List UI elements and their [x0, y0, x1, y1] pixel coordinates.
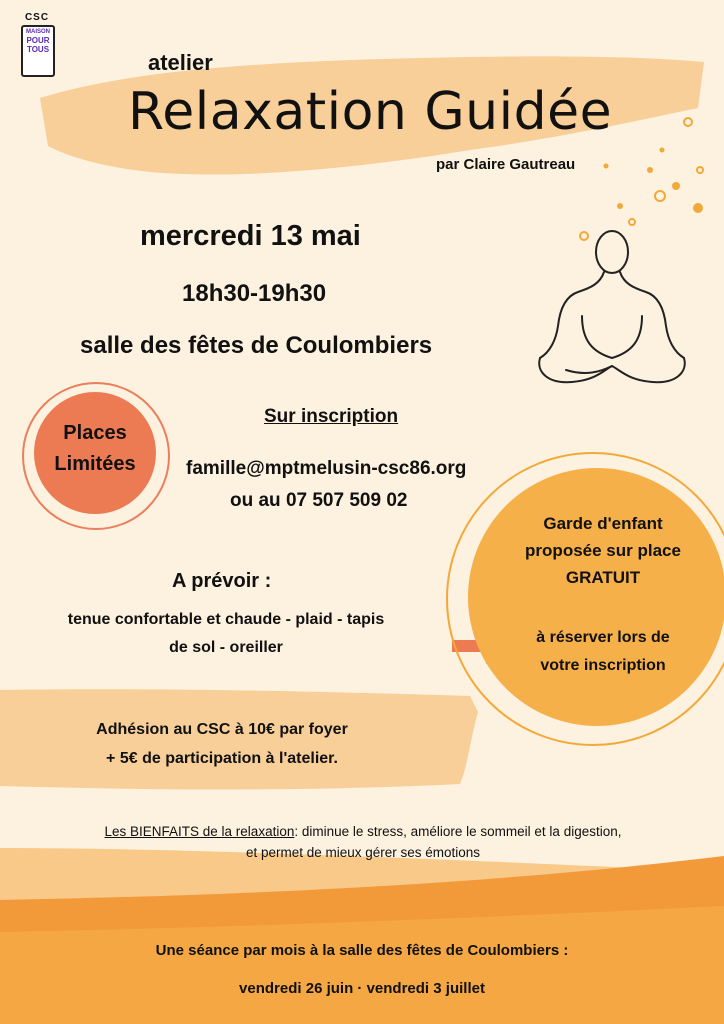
- garde-line-2: proposée sur place: [525, 541, 681, 561]
- subtitle: atelier: [148, 50, 213, 75]
- event-date: mercredi 13 mai: [140, 220, 361, 252]
- logo-line-1: MAISON: [26, 29, 50, 35]
- author: par Claire Gautreau: [436, 156, 576, 173]
- bienfaits-text-1: : diminue le stress, améliore le sommeil et la digestion,: [294, 824, 622, 839]
- event-place: salle des fêtes de Coulombiers: [80, 332, 433, 359]
- adhesion-line-2: + 5€ de participation à l'atelier.: [106, 749, 338, 767]
- logo-line-3: TOUS: [26, 45, 50, 54]
- prevoir-line-1: tenue confortable et chaude - plaid - tapis: [67, 611, 385, 628]
- garde-circle: [468, 468, 724, 726]
- sessions-intro: Une séance par mois à la salle des fêtes de Coulombiers :: [155, 942, 569, 959]
- csc-logo: [18, 12, 56, 76]
- meditation-figure-icon: [539, 231, 685, 382]
- inscription-heading: Sur inscription: [264, 406, 399, 427]
- logo-csc-text: CSC: [24, 12, 50, 23]
- garde-line-1: Garde d'enfant: [543, 514, 663, 533]
- sessions-dates: vendredi 26 juin · vendredi 3 juillet: [239, 980, 485, 997]
- garde-line-3: GRATUIT: [565, 568, 641, 588]
- logo-line-2: POUR: [26, 36, 50, 45]
- garde-sub-1: à réserver lors de: [536, 629, 670, 646]
- garde-heading: [494, 510, 712, 592]
- logo-box: [21, 25, 55, 77]
- prevoir-heading: A prévoir :: [172, 570, 272, 592]
- page-title: Relaxation Guidée: [128, 82, 613, 142]
- adhesion-line-1: Adhésion au CSC à 10€ par foyer: [96, 721, 348, 738]
- event-time: 18h30-19h30: [182, 280, 327, 307]
- bienfaits-text-2: et permet de mieux gérer ses émotions: [245, 844, 481, 860]
- places-line-1: Places: [63, 422, 127, 444]
- inscription-phone: ou au 07 507 509 02: [230, 490, 408, 511]
- inscription-email[interactable]: famille@mptmelusin-csc86.org: [186, 458, 467, 479]
- places-line-2: Limitées: [54, 453, 136, 475]
- places-limited-badge: [34, 418, 156, 480]
- adhesion-info: [72, 716, 372, 774]
- bienfaits-text: [30, 822, 696, 864]
- bienfaits-label: Les BIENFAITS de la relaxation: [104, 824, 295, 839]
- prevoir-list: [30, 606, 422, 662]
- prevoir-line-2: de sol - oreiller: [169, 639, 283, 656]
- garde-note: [494, 624, 712, 680]
- garde-sub-2: votre inscription: [540, 657, 666, 674]
